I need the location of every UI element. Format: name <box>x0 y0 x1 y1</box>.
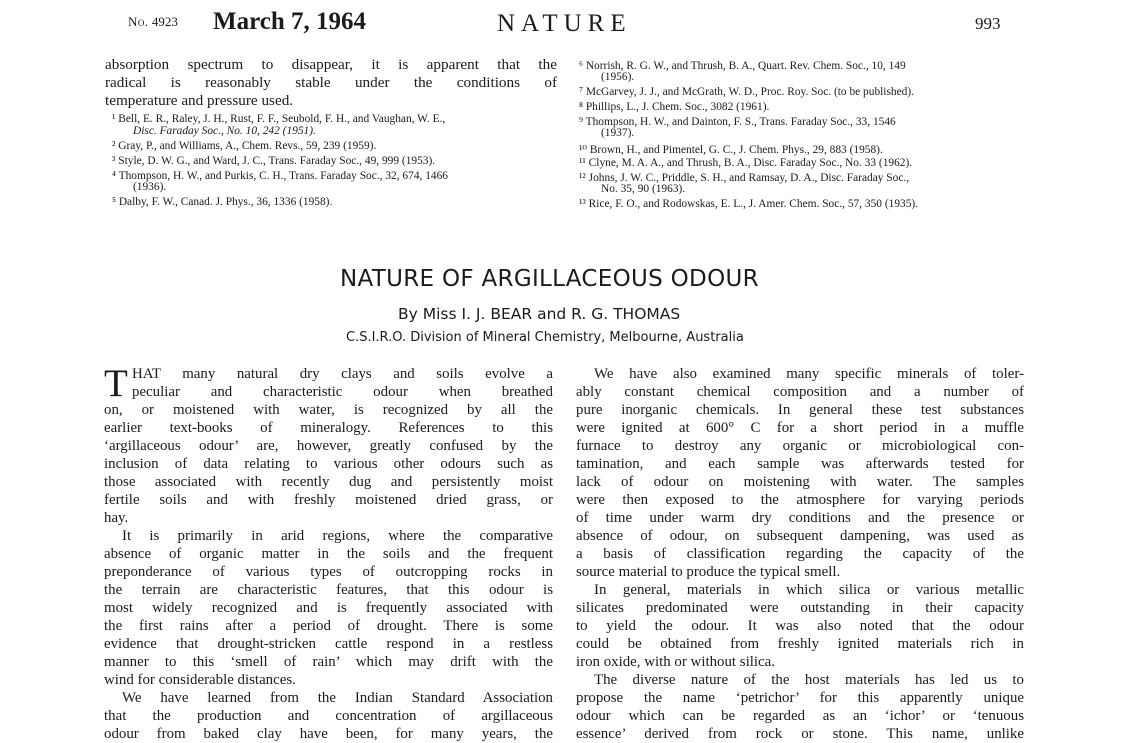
reference-line: ⁸ Phillips, L., J. Chem. Soc., 3082 (1961). <box>579 101 770 113</box>
text-line: absence of odour, on subsequent dampening, was used as <box>576 528 1024 544</box>
text-line: temperature and pressure used. <box>105 92 294 109</box>
text-line: odour which can be regarded as an ‘ichor’ or ‘tenuous <box>576 708 1024 724</box>
article-affiliation: C.S.I.R.O. Division of Mineral Chemistry, Melbourne, Australia <box>346 330 744 345</box>
text-line: that the production and concentration of argillaceous <box>104 708 553 724</box>
text-line: peculiar and characteristic odour when breathed <box>132 384 553 400</box>
reference-line: ¹⁰ Brown, H., and Pimentel, G. C., J. Chem. Phys., 29, 883 (1958). <box>579 144 883 156</box>
text-line: The diverse nature of the host materials has led us to <box>594 672 1024 688</box>
text-line: hay. <box>104 510 129 526</box>
article-byline: By Miss I. J. BEAR and R. G. THOMAS <box>398 305 681 323</box>
text-line: a basis of classification regarding the capacity of the <box>576 546 1024 562</box>
reference-line: ¹² Johns, J. W. C., Priddle, S. H., and Ramsay, D. A., Disc. Faraday Soc., <box>579 172 910 184</box>
text-line: were then exposed to the atmosphere for varying periods <box>576 492 1024 508</box>
reference-line: ¹ Bell, E. R., Raley, J. H., Rust, F. F., Seubold, F. H., and Vaughan, W. E., <box>112 113 446 125</box>
text-line: those associated with recently dug and persistently moist <box>104 474 553 490</box>
text-line: on, or moistened with water, is recognized by all the <box>104 402 553 418</box>
text-line: ably constant chemical composition and a number of <box>576 384 1024 400</box>
text-line: of time under warm dry conditions and the presence or <box>576 510 1024 526</box>
text-line: odour from baked clay have been, for many years, the <box>104 726 553 742</box>
issue-label: No. <box>128 14 149 29</box>
text-line: absence of organic matter in the soils and the frequent <box>104 546 553 562</box>
text-line: pure inorganic chemicals. In general these test substances <box>576 402 1024 418</box>
reference-line: ² Gray, P., and Williams, A., Chem. Revs., 59, 239 (1959). <box>112 140 377 152</box>
journal-name: NATURE <box>497 10 632 37</box>
page-number: 993 <box>975 14 1001 33</box>
reference-line: ¹¹ Clyne, M. A. A., and Thrush, B. A., Disc. Faraday Soc., No. 33 (1962). <box>579 157 913 169</box>
reference-line: ⁶ Norrish, R. G. W., and Thrush, B. A., Quart. Rev. Chem. Soc., 10, 149 <box>579 60 906 72</box>
reference-line: Disc. Faraday Soc., No. 10, 242 (1951). <box>133 125 316 137</box>
issue-number-value: 4923 <box>151 14 178 29</box>
reference-line: ⁵ Dalby, F. W., Canad. J. Phys., 36, 1336 (1958). <box>112 196 333 208</box>
text-line: manner to this ‘smell of rain’ which may drift with the <box>104 654 553 670</box>
text-line: preponderance of various types of outcropping rocks in <box>104 564 553 580</box>
text-line: radical is reasonably stable under the conditions of <box>105 74 557 91</box>
text-line: the first rains after a period of drought. There is some <box>104 618 553 634</box>
reference-line: No. 35, 90 (1963). <box>601 183 686 195</box>
text-line: could be obtained from freshly ignited materials rich in <box>576 636 1024 652</box>
text-line: It is primarily in arid regions, where the comparative <box>122 528 553 544</box>
text-line: most widely recognized and is frequently associated with <box>104 600 553 616</box>
reference-line: ⁷ McGarvey, J. J., and McGrath, W. D., Proc. Roy. Soc. (to be published). <box>579 86 914 98</box>
article-title: NATURE OF ARGILLACEOUS ODOUR <box>340 266 759 292</box>
drop-cap: T <box>104 362 128 405</box>
text-line: furnace to destroy any organic or microbiological con- <box>576 438 1024 454</box>
text-line: earlier text-books of mineralogy. References to this <box>104 420 553 436</box>
reference-line: (1936). <box>133 181 167 193</box>
reference-line: ³ Style, D. W. G., and Ward, J. C., Trans. Faraday Soc., 49, 999 (1953). <box>112 155 436 167</box>
text-line: inclusion of data relating to various other odours such as <box>104 456 553 472</box>
text-line: were ignited at 600° C for a short period in a muffle <box>576 420 1024 436</box>
text-line: fertile soils and with freshly moistened dried grass, or <box>104 492 553 508</box>
text-line: source material to produce the typical smell. <box>576 564 841 580</box>
text-line: wind for considerable distances. <box>104 672 296 688</box>
text-line: absorption spectrum to disappear, it is apparent that the <box>105 56 557 73</box>
text-line: essence’ derived from rock or stone. This name, unlike <box>576 726 1024 742</box>
text-line: ‘argillaceous odour’ are, however, greatly confused by the <box>104 438 553 454</box>
text-line: lack of odour on moistening with water. The samples <box>576 474 1024 490</box>
text-line: HAT many natural dry clays and soils evolve a <box>132 366 553 382</box>
reference-line: (1956). <box>601 71 635 83</box>
text-line: silicates predominated were outstanding in their capacity <box>576 600 1024 616</box>
text-line: evidence that drought-stricken cattle respond in a restless <box>104 636 553 652</box>
text-line: We have also examined many specific minerals of toler- <box>594 366 1024 382</box>
text-line: tamination, and each sample was afterwards tested for <box>576 456 1024 472</box>
reference-line: ⁹ Thompson, H. W., and Dainton, F. S., Trans. Faraday Soc., 33, 1546 <box>579 116 896 128</box>
text-line: propose the name ‘petrichor’ for this apparently unique <box>576 690 1024 706</box>
issue-number <box>128 14 178 30</box>
reference-line: ¹³ Rice, F. O., and Rodowskas, E. L., J. Amer. Chem. Soc., 57, 350 (1935). <box>579 198 919 210</box>
text-line: We have learned from the Indian Standard Association <box>122 690 553 706</box>
reference-line: ⁴ Thompson, H. W., and Purkis, C. H., Trans. Faraday Soc., 32, 674, 1466 <box>112 170 448 182</box>
issue-date: March 7, 1964 <box>213 8 366 35</box>
reference-line: (1937). <box>601 127 635 139</box>
text-line: to yield the odour. It was also noted that the odour <box>576 618 1024 634</box>
text-line: iron oxide, with or without silica. <box>576 654 775 670</box>
text-line: In general, materials in which silica or various metallic <box>594 582 1024 598</box>
text-line: the terrain are characteristic features, that this odour is <box>104 582 553 598</box>
